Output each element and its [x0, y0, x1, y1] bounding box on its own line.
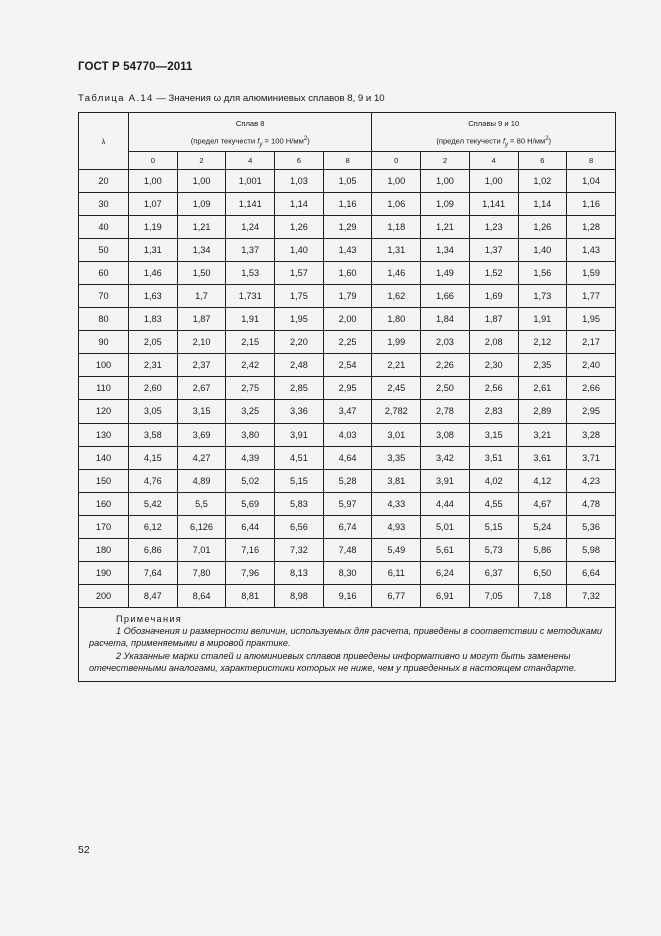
- value-cell: 3,69: [177, 423, 226, 446]
- value-cell: 1,05: [323, 170, 372, 193]
- value-cell: 1,80: [372, 308, 421, 331]
- value-cell: 4,44: [421, 492, 470, 515]
- group1-yield-limit: (предел текучести $f_y = 100$ $Н/мм^2$): [129, 134, 372, 152]
- value-cell: 1,83: [129, 308, 178, 331]
- value-cell: 1,14: [275, 193, 324, 216]
- value-cell: 5,97: [323, 492, 372, 515]
- value-cell: 2,61: [518, 377, 567, 400]
- value-cell: 2,37: [177, 354, 226, 377]
- value-cell: 1,28: [567, 216, 616, 239]
- value-cell: 3,80: [226, 423, 275, 446]
- note-1: 1 Обозначения и размерности величин, используемых для расчета, приведены в соответствии с методиками расчета, применяемыми в мировой практике.: [89, 626, 603, 649]
- sub-header-cell: 0: [372, 152, 421, 170]
- value-cell: 1,95: [567, 308, 616, 331]
- value-cell: 2,10: [177, 331, 226, 354]
- value-cell: 1,00: [469, 170, 518, 193]
- value-cell: 3,58: [129, 423, 178, 446]
- value-cell: 4,02: [469, 469, 518, 492]
- lambda-cell: 90: [79, 331, 129, 354]
- value-cell: 2,67: [177, 377, 226, 400]
- value-cell: 1,16: [567, 193, 616, 216]
- value-cell: 5,15: [275, 469, 324, 492]
- value-cell: 6,56: [275, 515, 324, 538]
- value-cell: 7,96: [226, 561, 275, 584]
- value-cell: 3,91: [275, 423, 324, 446]
- value-cell: 1,31: [129, 239, 178, 262]
- value-cell: 1,53: [226, 262, 275, 285]
- sub-header-cell: 8: [323, 152, 372, 170]
- lambda-cell: 180: [79, 538, 129, 561]
- value-cell: 5,83: [275, 492, 324, 515]
- value-cell: 1,84: [421, 308, 470, 331]
- value-cell: 6,86: [129, 538, 178, 561]
- value-cell: 2,30: [469, 354, 518, 377]
- value-cell: 3,01: [372, 423, 421, 446]
- value-cell: 1,26: [275, 216, 324, 239]
- value-cell: 5,01: [421, 515, 470, 538]
- value-cell: 1,69: [469, 285, 518, 308]
- value-cell: 4,67: [518, 492, 567, 515]
- value-cell: 3,47: [323, 400, 372, 423]
- value-cell: 2,95: [323, 377, 372, 400]
- value-cell: 4,12: [518, 469, 567, 492]
- value-cell: 6,50: [518, 561, 567, 584]
- value-cell: 2,78: [421, 400, 470, 423]
- value-cell: 8,13: [275, 561, 324, 584]
- value-cell: 2,60: [129, 377, 178, 400]
- page-number: 52: [78, 844, 90, 856]
- group2-yield-limit: (предел текучести $f_y = 80$ $Н/мм^2$): [372, 134, 615, 152]
- notes-block: [79, 607, 616, 681]
- value-cell: 5,49: [372, 538, 421, 561]
- table-row: [79, 515, 616, 538]
- value-cell: 5,73: [469, 538, 518, 561]
- value-cell: 2,20: [275, 331, 324, 354]
- value-cell: 8,81: [226, 584, 275, 607]
- value-cell: 2,56: [469, 377, 518, 400]
- omega-table: [78, 112, 616, 682]
- lambda-cell: 40: [79, 216, 129, 239]
- table-row: [79, 262, 616, 285]
- value-cell: 1,40: [275, 239, 324, 262]
- lambda-cell: 20: [79, 170, 129, 193]
- value-cell: 8,98: [275, 584, 324, 607]
- value-cell: 1,00: [372, 170, 421, 193]
- value-cell: 2,08: [469, 331, 518, 354]
- value-cell: 1,7: [177, 285, 226, 308]
- table-row: [79, 584, 616, 607]
- value-cell: 7,80: [177, 561, 226, 584]
- value-cell: 2,95: [567, 400, 616, 423]
- notes-title: Примечания: [116, 613, 183, 624]
- sub-header-cell: 6: [518, 152, 567, 170]
- value-cell: 4,76: [129, 469, 178, 492]
- value-cell: 1,95: [275, 308, 324, 331]
- value-cell: 5,15: [469, 515, 518, 538]
- value-cell: 3,51: [469, 446, 518, 469]
- value-cell: 3,25: [226, 400, 275, 423]
- value-cell: 1,04: [567, 170, 616, 193]
- value-cell: 6,64: [567, 561, 616, 584]
- value-cell: 2,03: [421, 331, 470, 354]
- group1-title: Сплав 8: [129, 113, 372, 135]
- value-cell: 5,36: [567, 515, 616, 538]
- value-cell: 1,59: [567, 262, 616, 285]
- value-cell: 2,83: [469, 400, 518, 423]
- value-cell: 4,89: [177, 469, 226, 492]
- value-cell: 1,57: [275, 262, 324, 285]
- value-cell: 5,42: [129, 492, 178, 515]
- value-cell: 2,00: [323, 308, 372, 331]
- value-cell: 8,47: [129, 584, 178, 607]
- value-cell: 4,51: [275, 446, 324, 469]
- value-cell: 8,64: [177, 584, 226, 607]
- value-cell: 3,05: [129, 400, 178, 423]
- value-cell: 1,03: [275, 170, 324, 193]
- value-cell: 7,18: [518, 584, 567, 607]
- value-cell: 3,91: [421, 469, 470, 492]
- value-cell: 3,61: [518, 446, 567, 469]
- value-cell: 1,23: [469, 216, 518, 239]
- value-cell: 9,16: [323, 584, 372, 607]
- value-cell: 1,00: [421, 170, 470, 193]
- value-cell: 5,98: [567, 538, 616, 561]
- lambda-cell: 100: [79, 354, 129, 377]
- lambda-cell: 130: [79, 423, 129, 446]
- value-cell: 7,05: [469, 584, 518, 607]
- value-cell: 1,91: [226, 308, 275, 331]
- document-id: ГОСТ Р 54770—2011: [78, 61, 193, 73]
- sub-header-row: [79, 152, 616, 170]
- value-cell: 1,21: [177, 216, 226, 239]
- value-cell: 1,77: [567, 285, 616, 308]
- table-row: [79, 492, 616, 515]
- value-cell: 3,35: [372, 446, 421, 469]
- value-cell: 2,48: [275, 354, 324, 377]
- value-cell: 6,44: [226, 515, 275, 538]
- value-cell: 2,21: [372, 354, 421, 377]
- value-cell: 4,64: [323, 446, 372, 469]
- value-cell: 1,29: [323, 216, 372, 239]
- table-row: [79, 354, 616, 377]
- value-cell: 5,61: [421, 538, 470, 561]
- value-cell: 8,30: [323, 561, 372, 584]
- table-row: [79, 216, 616, 239]
- value-cell: 2,05: [129, 331, 178, 354]
- value-cell: 7,64: [129, 561, 178, 584]
- table-row: [79, 469, 616, 492]
- value-cell: 1,63: [129, 285, 178, 308]
- value-cell: 2,782: [372, 400, 421, 423]
- value-cell: 1,06: [372, 193, 421, 216]
- value-cell: 1,43: [323, 239, 372, 262]
- lambda-cell: 150: [79, 469, 129, 492]
- value-cell: 3,81: [372, 469, 421, 492]
- value-cell: 1,49: [421, 262, 470, 285]
- value-cell: 5,02: [226, 469, 275, 492]
- table-body: [79, 170, 616, 608]
- lambda-cell: 50: [79, 239, 129, 262]
- lambda-cell: 140: [79, 446, 129, 469]
- value-cell: 3,42: [421, 446, 470, 469]
- lambda-cell: 30: [79, 193, 129, 216]
- value-cell: 1,46: [129, 262, 178, 285]
- value-cell: 7,48: [323, 538, 372, 561]
- value-cell: 2,85: [275, 377, 324, 400]
- value-cell: 1,31: [372, 239, 421, 262]
- table-row: [79, 446, 616, 469]
- value-cell: 1,34: [177, 239, 226, 262]
- sub-header-cell: 2: [421, 152, 470, 170]
- value-cell: 2,75: [226, 377, 275, 400]
- value-cell: 2,40: [567, 354, 616, 377]
- value-cell: 4,15: [129, 446, 178, 469]
- value-cell: 7,32: [275, 538, 324, 561]
- value-cell: 3,15: [469, 423, 518, 446]
- table-row: [79, 331, 616, 354]
- lambda-header: λ: [79, 113, 129, 170]
- sub-header-cell: 8: [567, 152, 616, 170]
- table-row: [79, 170, 616, 193]
- value-cell: 1,60: [323, 262, 372, 285]
- sub-header-cell: 6: [275, 152, 324, 170]
- value-cell: 2,15: [226, 331, 275, 354]
- value-cell: 1,731: [226, 285, 275, 308]
- value-cell: 4,78: [567, 492, 616, 515]
- sub-header-cell: 4: [469, 152, 518, 170]
- table-caption-text: — Значения ω для алюминиевых сплавов 8, 9 и 10: [153, 93, 385, 104]
- value-cell: 6,74: [323, 515, 372, 538]
- value-cell: 7,16: [226, 538, 275, 561]
- value-cell: 6,24: [421, 561, 470, 584]
- value-cell: 2,42: [226, 354, 275, 377]
- value-cell: 5,86: [518, 538, 567, 561]
- value-cell: 3,08: [421, 423, 470, 446]
- value-cell: 1,141: [226, 193, 275, 216]
- lambda-cell: 60: [79, 262, 129, 285]
- value-cell: 1,56: [518, 262, 567, 285]
- lambda-cell: 120: [79, 400, 129, 423]
- value-cell: 2,26: [421, 354, 470, 377]
- value-cell: 6,91: [421, 584, 470, 607]
- value-cell: 7,01: [177, 538, 226, 561]
- value-cell: 1,73: [518, 285, 567, 308]
- value-cell: 4,55: [469, 492, 518, 515]
- value-cell: 1,141: [469, 193, 518, 216]
- lambda-cell: 190: [79, 561, 129, 584]
- value-cell: 7,32: [567, 584, 616, 607]
- value-cell: 1,75: [275, 285, 324, 308]
- value-cell: 1,02: [518, 170, 567, 193]
- value-cell: 1,91: [518, 308, 567, 331]
- value-cell: 2,35: [518, 354, 567, 377]
- lambda-cell: 160: [79, 492, 129, 515]
- value-cell: 4,33: [372, 492, 421, 515]
- value-cell: 1,87: [469, 308, 518, 331]
- table-row: [79, 377, 616, 400]
- value-cell: 2,25: [323, 331, 372, 354]
- value-cell: 1,37: [226, 239, 275, 262]
- value-cell: 3,15: [177, 400, 226, 423]
- value-cell: 1,26: [518, 216, 567, 239]
- value-cell: 1,00: [177, 170, 226, 193]
- value-cell: 2,45: [372, 377, 421, 400]
- value-cell: 3,36: [275, 400, 324, 423]
- value-cell: 5,69: [226, 492, 275, 515]
- value-cell: 1,46: [372, 262, 421, 285]
- value-cell: 1,52: [469, 262, 518, 285]
- table-row: [79, 400, 616, 423]
- table-row: [79, 538, 616, 561]
- value-cell: 1,001: [226, 170, 275, 193]
- table-caption-label: Таблица А.14: [78, 93, 154, 104]
- value-cell: 1,37: [469, 239, 518, 262]
- value-cell: 1,40: [518, 239, 567, 262]
- value-cell: 2,12: [518, 331, 567, 354]
- lambda-cell: 200: [79, 584, 129, 607]
- value-cell: 4,39: [226, 446, 275, 469]
- lambda-cell: 70: [79, 285, 129, 308]
- value-cell: 2,17: [567, 331, 616, 354]
- value-cell: 4,93: [372, 515, 421, 538]
- table-row: [79, 308, 616, 331]
- value-cell: 5,24: [518, 515, 567, 538]
- value-cell: 1,99: [372, 331, 421, 354]
- value-cell: 4,27: [177, 446, 226, 469]
- table-row: [79, 193, 616, 216]
- table-caption: [78, 93, 385, 104]
- value-cell: 1,00: [129, 170, 178, 193]
- value-cell: 6,37: [469, 561, 518, 584]
- value-cell: 1,66: [421, 285, 470, 308]
- value-cell: 1,09: [177, 193, 226, 216]
- value-cell: 5,5: [177, 492, 226, 515]
- value-cell: 4,03: [323, 423, 372, 446]
- value-cell: 1,18: [372, 216, 421, 239]
- value-cell: 1,24: [226, 216, 275, 239]
- value-cell: 2,89: [518, 400, 567, 423]
- value-cell: 1,07: [129, 193, 178, 216]
- lambda-cell: 110: [79, 377, 129, 400]
- value-cell: 5,28: [323, 469, 372, 492]
- value-cell: 6,77: [372, 584, 421, 607]
- value-cell: 6,12: [129, 515, 178, 538]
- value-cell: 1,43: [567, 239, 616, 262]
- value-cell: 2,31: [129, 354, 178, 377]
- table-row: [79, 423, 616, 446]
- value-cell: 4,23: [567, 469, 616, 492]
- lambda-cell: 80: [79, 308, 129, 331]
- value-cell: 1,34: [421, 239, 470, 262]
- value-cell: 1,16: [323, 193, 372, 216]
- value-cell: 1,19: [129, 216, 178, 239]
- value-cell: 1,79: [323, 285, 372, 308]
- value-cell: 2,50: [421, 377, 470, 400]
- value-cell: 1,21: [421, 216, 470, 239]
- sub-header-cell: 2: [177, 152, 226, 170]
- value-cell: 6,126: [177, 515, 226, 538]
- value-cell: 2,54: [323, 354, 372, 377]
- sub-header-cell: 4: [226, 152, 275, 170]
- table-row: [79, 561, 616, 584]
- table-row: [79, 285, 616, 308]
- value-cell: 3,28: [567, 423, 616, 446]
- value-cell: 3,71: [567, 446, 616, 469]
- value-cell: 1,62: [372, 285, 421, 308]
- note-2: 2 Указанные марки сталей и алюминиевых сплавов приведены информативно и могут быть заменены отечественными аналогами, характеристики которых не ниже, чем у приведенных в настоящем стандарте.: [89, 650, 577, 674]
- sub-header-cell: 0: [129, 152, 178, 170]
- value-cell: 2,66: [567, 377, 616, 400]
- table-row: [79, 239, 616, 262]
- lambda-cell: 170: [79, 515, 129, 538]
- value-cell: 1,09: [421, 193, 470, 216]
- group2-title: Сплавы 9 и 10: [372, 113, 615, 135]
- value-cell: 6,11: [372, 561, 421, 584]
- value-cell: 3,21: [518, 423, 567, 446]
- value-cell: 1,14: [518, 193, 567, 216]
- value-cell: 1,50: [177, 262, 226, 285]
- value-cell: 1,87: [177, 308, 226, 331]
